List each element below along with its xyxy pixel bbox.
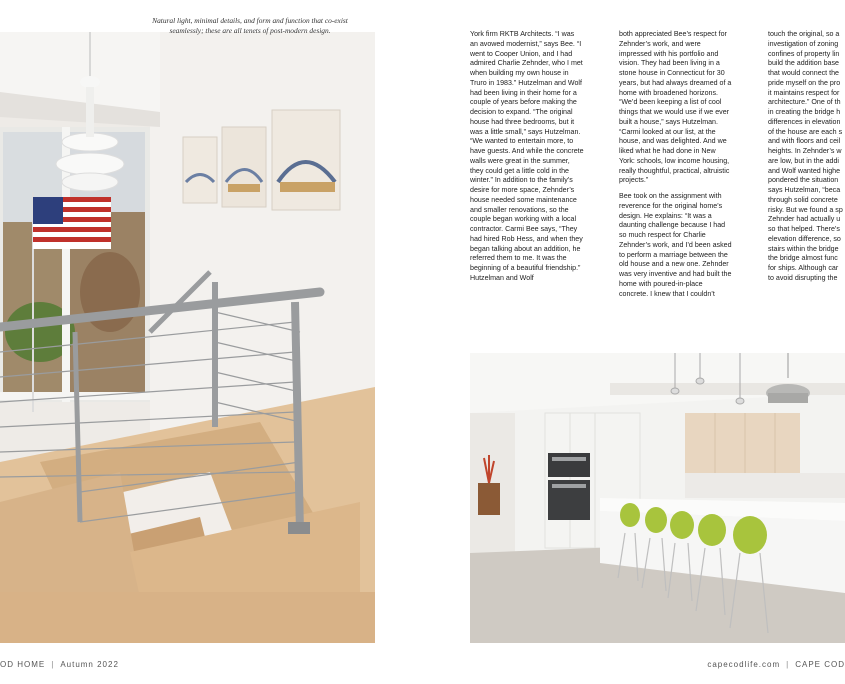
column-3-line: build the addition base — [768, 59, 839, 68]
staircase-illustration — [0, 32, 375, 643]
column-1-paragraph-1: York firm RKTB Architects. “I was an avowed modernist,” says Bee. “I went to Cooper Union, and I had admired Charlie Zehnder, who I met when building my own house in Truro in 1983.” Hutzelman and Wolf had been living in their home for a couple of years before making the decision to expand. “The original house had three bedrooms, but it was a little small,” says Hutzelman. “We wanted to entertain more, to have guests. And while the concrete walls were great in the summer, they could get a little cold in the winter.” In addition to the family’s desire for more space, Zehnder’s house needed some maintenance and smaller renovations, so the couple began working with a local contractor. Carmi Bee says, “They had hired Rob Hess, and when they began talking about an addition, he referred them to me. It was the beginning of a beautiful friendship.” Hutzelman and Wolf — [470, 30, 584, 282]
footer-right — [707, 660, 845, 669]
column-3-line: of the house are each s — [768, 127, 843, 136]
column-3-line: the bridge almost func — [768, 254, 838, 263]
footer-website: capecodlife.com — [707, 660, 781, 669]
column-3-line: differences in elevation — [768, 117, 841, 126]
column-2-paragraph-1: both appreciated Bee’s respect for Zehnder’s work, and were impressed with his portfolio and vision. They had been living in a stone house in Connecticut for 30 years, but had always dreamed of a home with broadened horizons. “We’d been keeping a list of cool things that we would use if we ever built a house,” says Hutzelman. “Carmi looked at our list, at the house, and was delighted. And we liked what he had done in New York: schools, low income housing, really thoughtful, practical, altruistic projects.” — [619, 30, 732, 185]
column-3-line: that would connect the — [768, 69, 839, 77]
column-3-line: Zehnder had actually u — [768, 215, 841, 224]
column-3-line: it maintains respect for — [768, 88, 840, 97]
photo-caption: Natural light, minimal details, and form and function that co-exist seamlessly; these are all tenets of post-modern design. — [152, 16, 348, 35]
footer-left — [0, 660, 119, 669]
column-3-line: stairs within the bridge — [768, 244, 839, 253]
column-3-line: investigation of zoning — [768, 39, 839, 48]
column-3-line: elevation difference, so — [768, 234, 841, 243]
column-3-line: architecture.” One of th — [768, 98, 841, 107]
kitchen-illustration — [470, 353, 845, 643]
column-3-line: says Hutzelman, “beca — [768, 186, 841, 194]
column-3-line: through solid concrete — [768, 195, 838, 204]
footer-issue: Autumn 2022 — [60, 660, 119, 669]
column-3-line: so that helped. There’s — [768, 225, 840, 233]
column-3-line: risky. But we found a sp — [768, 205, 843, 214]
column-2-paragraph-2: Bee took on the assignment with reverence for the original home’s design. He explains: “It was a daunting challenge because I had so much respect for Charlie Zehnder’s work, and I’d been asked to perform a marriage between the old house and a new one. Zehnder was very inventive and had built the home with poured-in-place concrete. I knew that I couldn’t — [619, 192, 732, 298]
article-column-3 — [768, 30, 845, 284]
footer-separator: | — [786, 660, 790, 669]
footer-brand: OD HOME — [0, 660, 46, 669]
footer-separator: | — [51, 660, 55, 669]
column-3-line: and with floors and ceil — [768, 137, 841, 146]
wall-ovens — [548, 453, 590, 520]
footer-brand-right: CAPE COD — [795, 660, 845, 669]
column-3-line: pondered the situation — [768, 176, 839, 185]
column-3-line: in creating the bridge h — [768, 108, 841, 116]
column-3-line: heights. In Zehnder’s w — [768, 147, 842, 155]
column-3-line: confines of property lin — [768, 49, 840, 58]
column-3-line: touch the original, so a — [768, 30, 840, 38]
article-column-1 — [470, 30, 584, 290]
column-3-line: and Wolf wanted highe — [768, 166, 841, 175]
column-3-line: for ships. Although car — [768, 264, 839, 272]
column-3-line: to avoid disrupting the — [768, 273, 838, 282]
kitchen-photo — [470, 353, 845, 643]
column-3-line: are low, but in the addi — [768, 156, 839, 165]
article-column-2 — [619, 30, 733, 305]
staircase-photo — [0, 32, 375, 643]
column-3-line: pride myself on the pro — [768, 78, 841, 87]
